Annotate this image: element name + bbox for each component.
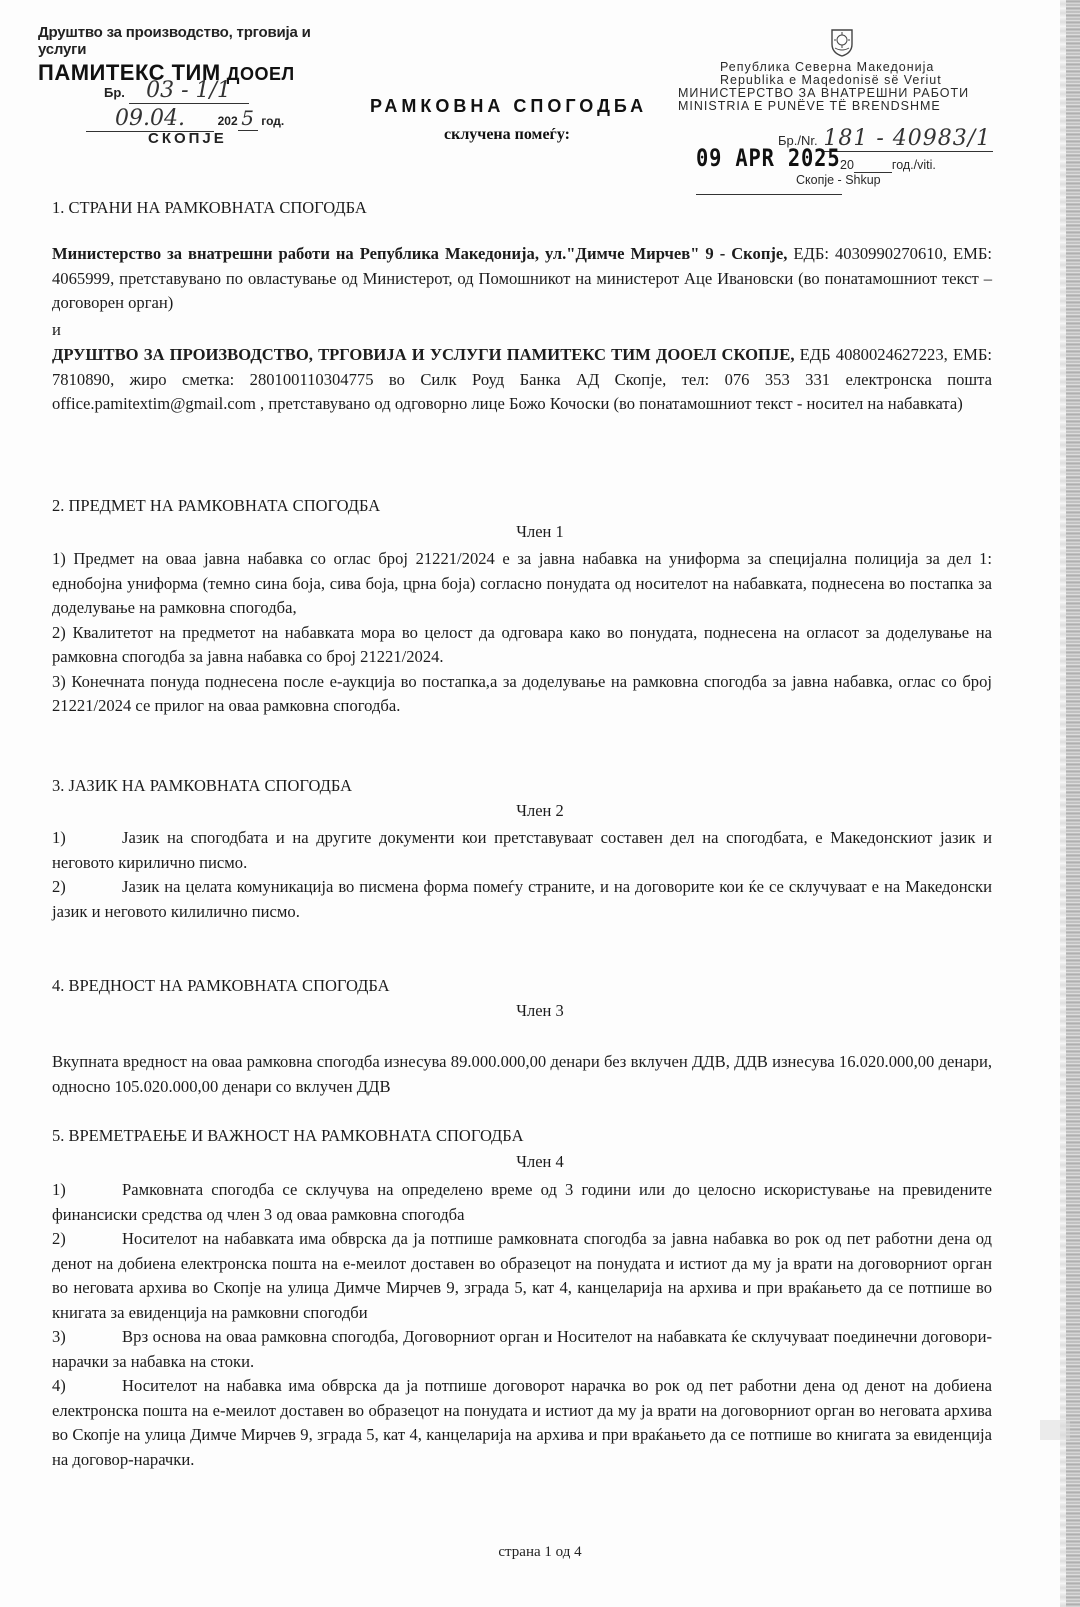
article-4-item-3 — [52, 1325, 992, 1374]
page-number: страна 1 од 4 — [498, 1544, 582, 1560]
article-4-item-1-text: Рамковната спогодба се склучува на определено време од 3 години или до целосно искористување на превидените финансиски средства од член 3 од оваа рамковна спогодба — [52, 1180, 992, 1224]
scan-smudge — [1040, 1420, 1070, 1440]
article-2-item-1-text: Јазик на спогодбата и на другите документи кои претставуваат составен дел на спогодбата, е Македонскиот јазик и неговото кирилично писмо. — [52, 828, 992, 872]
stamp-year-label: год./viti. — [891, 158, 936, 172]
stamp-year-row — [840, 158, 936, 173]
section-2-body — [52, 547, 992, 719]
stamp-city: Скопје - Shkup — [796, 173, 881, 187]
stamp-year-prefix: 20 — [840, 158, 854, 172]
stamp-date: 09 APR 2025 — [696, 144, 841, 172]
article-4-item-1 — [52, 1178, 992, 1227]
article-2-item-2 — [52, 875, 992, 924]
company-reg-date: 09.04. — [86, 106, 214, 132]
company-reg-year-label: год. — [261, 114, 285, 128]
section-5-heading: 5. ВРЕМЕТРАЕЊЕ И ВАЖНОСТ НА РАМКОВНАТА СПОГОДБА — [52, 1126, 524, 1145]
company-reg-year-suffix: 5 — [238, 106, 258, 131]
article-4-item-4 — [52, 1374, 992, 1472]
company-reg-number: 03 - 1/1 — [129, 78, 249, 104]
article-4-item-2 — [52, 1227, 992, 1325]
article-4-item-4-number: 4) — [52, 1376, 66, 1395]
article-2-item-1-number: 1) — [52, 828, 66, 847]
article-2-item-1 — [52, 826, 992, 875]
stamp-reg-number: 181 - 40983/1 — [821, 126, 993, 152]
party-2-name: ДРУШТВО ЗА ПРОИЗВОДСТВО, ТРГОВИЈА И УСЛУГИ ПАМИТЕКС ТИМ ДООЕЛ СКОПЈЕ, — [52, 345, 795, 364]
section-3-heading: 3. ЈАЗИК НА РАМКОВНАТА СПОГОДБА — [52, 776, 353, 795]
party-1-name: Министерство за внатрешни работи на Република Македонија, ул."Димче Мирчев" 9 - Скопје, — [52, 244, 788, 263]
section-1-party-1 — [52, 242, 992, 316]
section-1-party-2 — [52, 343, 992, 417]
article-4-item-3-text: Врз основа на оваа рамковна спогодба, Договорниот орган и Носителот на набавката ќе склучуваат поединечни договори-нарачки за набавка на стоки. — [52, 1327, 992, 1371]
company-reg-number-row — [104, 78, 249, 104]
party-2-details: ЕДБ 4080024627223, ЕМБ: 7810890, жиро сметка: 280100110304775 во Силк Роуд Банка АД Скопје, тел: 076 353 331 електронска пошта office.pamitextim@gmail.com , претставувано од одговорно лице Божо Кочоски (во понатамошниот текст - носител на набавката) — [52, 345, 992, 413]
article-1-item-3: 3) Конечната понуда поднесена после е-аукција во постапка,а за доделување на рамковна спогодба за јавна набавка, оглас со број 21221/2024 се прилог на оваа рамковна спогодба. — [52, 671, 992, 715]
company-reg-date-row — [86, 106, 284, 132]
company-city: СКОПЈЕ — [148, 130, 227, 147]
stamp-country-al: Republika e Maqedonisë së Veriut — [720, 73, 942, 87]
company-reg-label: Бр. — [104, 85, 125, 100]
stamp-ministry-mk: МИНИСТЕРСТВО ЗА ВНАТРЕШНИ РАБОТИ — [678, 86, 970, 100]
section-1-heading: 1. СТРАНИ НА РАМКОВНАТА СПОГОДБА — [52, 198, 367, 217]
article-4-label: Член 4 — [516, 1152, 564, 1171]
company-suffix: ДООЕЛ — [226, 64, 295, 84]
article-4-item-4-text: Носителот на набавка има обврска да ја потпише договорот нарачка во рок од пет работни дена од денот на добиена електронска пошта на е-меилот доставен во образецот на понудата и истиот да му ја врати на договорниот орган во неговата архива во Скопје на улица Димче Мирчев 9, зграда 5, кат 4, канцеларија на архива и при враќањето да се потпише во книгата за евиденција на договор-нарачки. — [52, 1376, 992, 1469]
company-name-text: ПАМИТЕКС ТИМ — [38, 60, 221, 85]
article-2-label: Член 2 — [516, 801, 564, 820]
coat-of-arms-icon — [828, 26, 856, 58]
section-5-body — [52, 1178, 992, 1472]
article-2-item-2-number: 2) — [52, 877, 66, 896]
stamp-reg-label: Бр./Nr. — [778, 133, 818, 148]
article-1-item-2: 2) Квалитетот на предметот на набавката мора во целост да одговара како во понудата, поднесена на огласот за доделување на рамковна спогодба за јавна набавка со број 21221/2024. — [52, 622, 992, 666]
document-title: РАМКОВНА СПОГОДБА — [370, 96, 648, 116]
article-3-label: Член 3 — [516, 1001, 564, 1020]
article-2-item-2-text: Јазик на целата комуникација во писмена форма помеѓу страните, и на договорите кои ќе се склучуваат е на Македонски јазик и неговото килилично писмо. — [52, 877, 992, 921]
article-3-text: Вкупната вредност на оваа рамковна спогодба изнесува 89.000.000,00 денари без вклучен ДДВ, ДДВ изнесува 16.020.000,00 денари, односно 105.020.000,00 денари со вклучен ДДВ — [52, 1052, 992, 1096]
stamp-ministry-al: MINISTRIA E PUNËVE TË BRENDSHME — [678, 99, 941, 113]
article-4-item-2-number: 2) — [52, 1229, 66, 1248]
document-subtitle: склучена помеѓу: — [444, 126, 570, 143]
stamp-country-mk: Република Северна Македонија — [720, 60, 935, 74]
article-4-item-1-number: 1) — [52, 1180, 66, 1199]
section-1-and: и — [52, 320, 61, 339]
article-4-item-3-number: 3) — [52, 1327, 66, 1346]
party-1-details: ЕДБ: 4030990270610, ЕМБ: 4065999, претставувано по овластување од Министерот, од Помошникот на министерот Аце Ивановски (во понатамошниот текст – договорен орган) — [52, 244, 993, 312]
section-2-heading: 2. ПРЕДМЕТ НА РАМКОВНАТА СПОГОДБА — [52, 496, 381, 515]
company-header — [38, 24, 358, 86]
section-3-body — [52, 826, 992, 924]
company-reg-year-prefix: 202 — [217, 114, 238, 128]
company-activity: Друштво за производство, трговија и услуги — [38, 24, 311, 58]
article-1-label: Член 1 — [516, 522, 564, 541]
article-1-item-1: 1) Предмет на оваа јавна набавка со оглас број 21221/2024 е за јавна набавка на униформа за специјална полиција за дел 1: еднобојна униформа (темно сина боја, сива боја, црна боја) согласно понудата од носителот на набавката, поднесена во постапка за доделување на рамковна спогодба, — [52, 549, 992, 617]
section-4-heading: 4. ВРЕДНОСТ НА РАМКОВНАТА СПОГОДБА — [52, 976, 390, 995]
article-4-item-2-text: Носителот на набавката има обврска да ја потпише рамковната спогодба за јавна набавка во рок од пет работни дена од денот на добиена електронска пошта на е-меилот доставен во образецот на понудата и истиот да му ја врати на договорниот орган во неговата архива во Скопје на улица Димче Мирчев 9, зграда 5, кат 4, канцеларија на архива и при враќањето да се потпише во книгата за евиденција на рамковни спогодби — [52, 1229, 992, 1322]
